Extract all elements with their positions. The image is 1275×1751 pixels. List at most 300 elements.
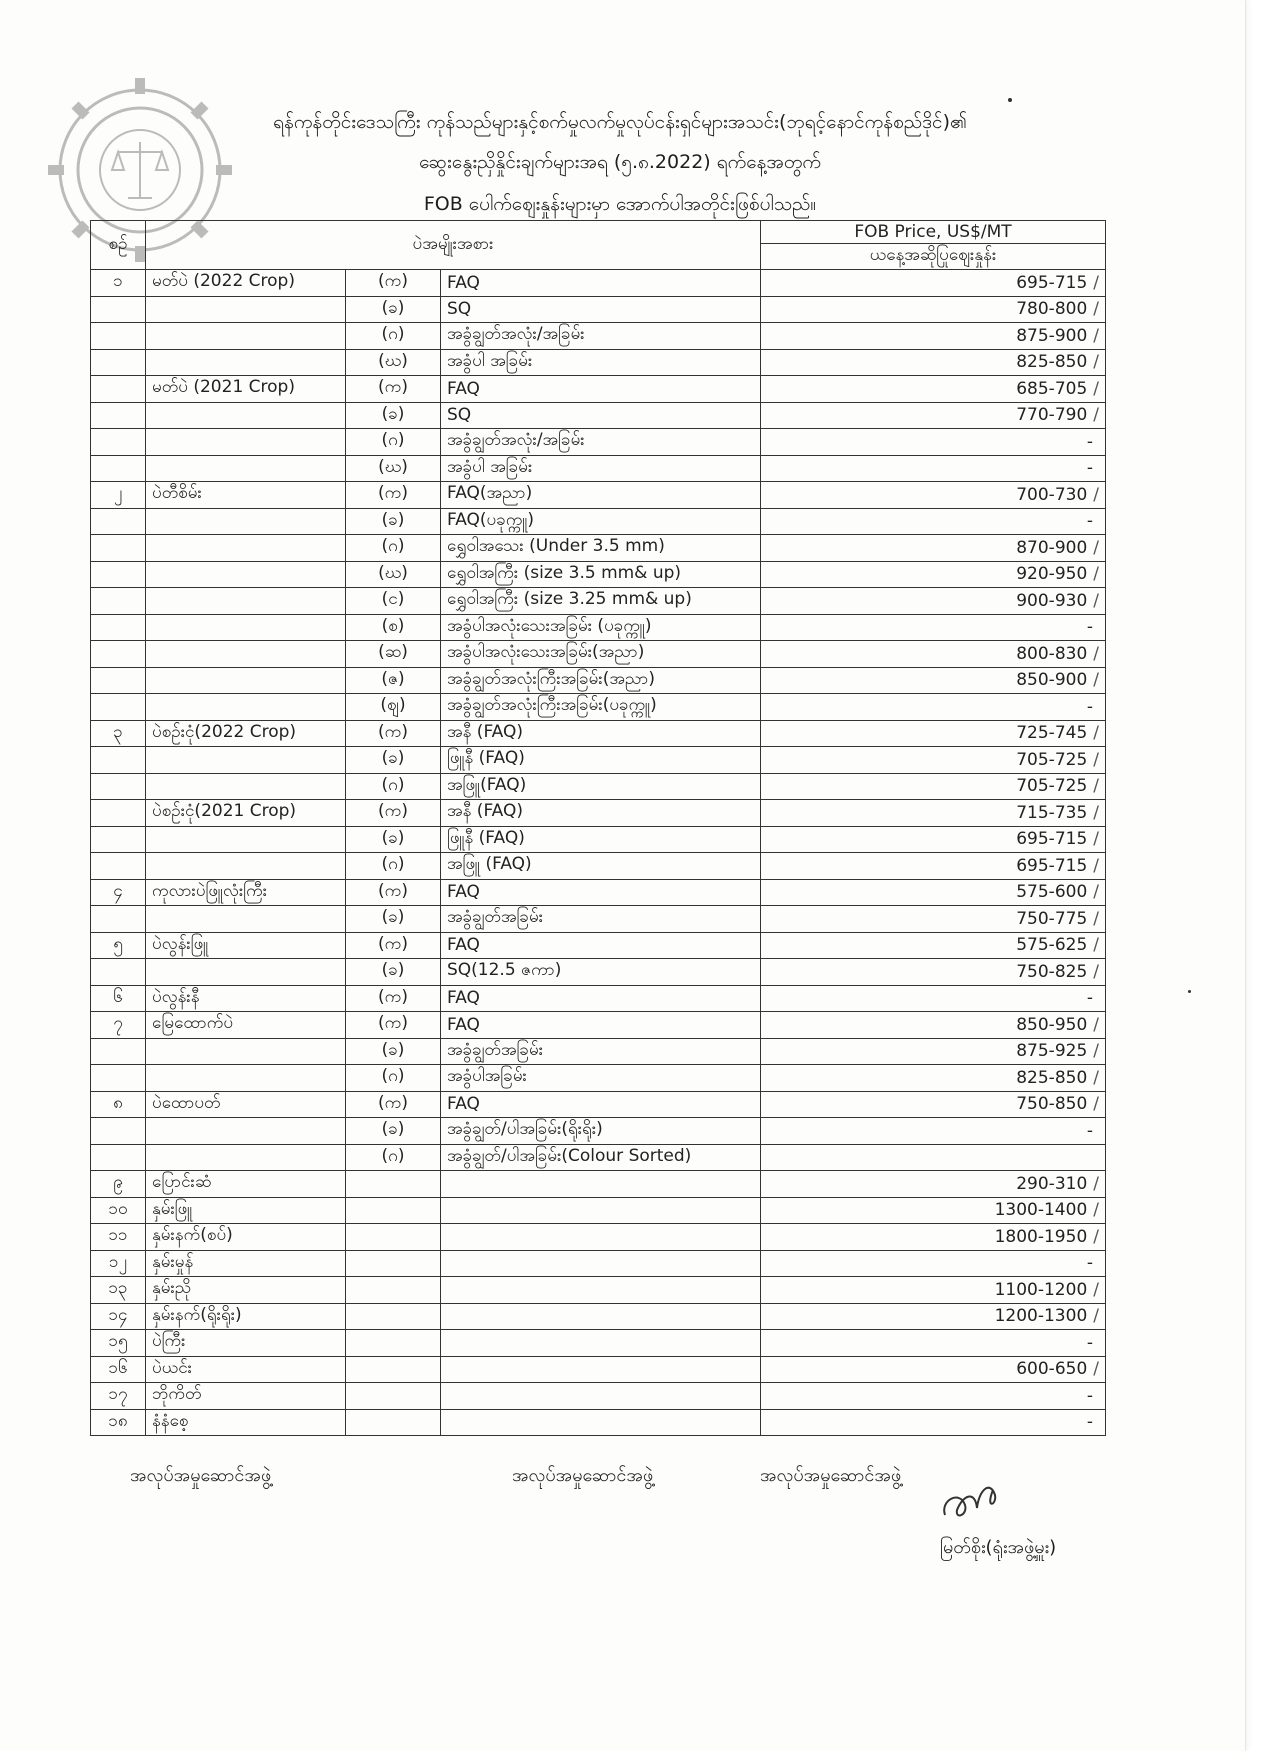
price-cell: [761, 985, 1106, 1012]
grade-name: FAQ(အညာ): [441, 482, 761, 509]
price-cell: [761, 1118, 1106, 1145]
grade-name: အနီ (FAQ): [441, 800, 761, 827]
check-mark-icon: /: [1093, 378, 1099, 399]
product-name: [146, 641, 346, 668]
header-line-2: ဆွေးနွေးညှိနှိုင်းချက်များအရ (၅.၈.2022) ရက်နေ့အတွက်: [419, 151, 821, 173]
signer-name: မြတ်စိုး(ရုံးအဖွဲ့မှူး): [940, 1537, 1057, 1558]
price-cell: [761, 455, 1106, 482]
check-mark-icon: /: [1093, 299, 1099, 320]
check-mark-icon: /: [1093, 882, 1099, 903]
row-number: ၁၄: [91, 1303, 146, 1330]
price-value: 695-715: [1016, 855, 1088, 876]
price-value: -: [1086, 1412, 1093, 1433]
grade-code: (ဂ): [346, 773, 441, 800]
signature-label-2: အလုပ်အမှုဆောင်အဖွဲ့: [512, 1465, 654, 1486]
row-number: ၁၂: [91, 1250, 146, 1277]
product-name: နှမ်းဖြူ: [146, 1197, 346, 1224]
price-cell: [761, 1303, 1106, 1330]
check-mark-icon: /: [1093, 564, 1099, 585]
price-cell: [761, 694, 1106, 721]
product-name: ပဲလွန်းဖြူ: [146, 932, 346, 959]
grade-code: (က): [346, 270, 441, 297]
row-number: [91, 376, 146, 403]
product-name: မြေထောက်ပဲ: [146, 1012, 346, 1039]
grade-name: ဖြူနီ (FAQ): [441, 747, 761, 774]
price-value: 900-930: [1016, 590, 1088, 611]
price-cell: [761, 1409, 1106, 1436]
table-row: [91, 508, 1106, 535]
grade-name: အခွံချွတ်/ပါအခြမ်း(Colour Sorted): [441, 1144, 761, 1171]
grade-name: FAQ: [441, 932, 761, 959]
price-value: 685-705: [1016, 378, 1088, 399]
grade-code: [346, 1303, 441, 1330]
row-number: ၁၃: [91, 1277, 146, 1304]
check-mark-icon: /: [1093, 537, 1099, 558]
check-mark-icon: /: [1093, 1173, 1099, 1194]
price-value: 850-950: [1016, 1014, 1088, 1035]
grade-code: (ခ): [346, 826, 441, 853]
grade-name: [441, 1171, 761, 1198]
row-number: [91, 296, 146, 323]
price-table: [90, 220, 1106, 1436]
grade-name: [441, 1356, 761, 1383]
grade-code: (ဇ): [346, 667, 441, 694]
price-cell: [761, 1383, 1106, 1410]
table-row: [91, 1091, 1106, 1118]
price-cell: [761, 1224, 1106, 1251]
check-mark-icon: /: [1093, 855, 1099, 876]
price-value: -: [1086, 1385, 1093, 1406]
price-value: 1200-1300: [994, 1306, 1088, 1327]
grade-name: SQ(12.5 ဇကာ): [441, 959, 761, 986]
grade-code: (ဂ): [346, 853, 441, 880]
table-row: [91, 932, 1106, 959]
row-number: ၁၇: [91, 1383, 146, 1410]
price-value: -: [1086, 511, 1093, 532]
table-row: [91, 402, 1106, 429]
price-value: 1300-1400: [994, 1200, 1088, 1221]
product-name: ပဲကြီး: [146, 1330, 346, 1357]
table-row: [91, 1144, 1106, 1171]
product-name: [146, 349, 346, 376]
price-cell: [761, 641, 1106, 668]
product-name: [146, 826, 346, 853]
price-cell: [761, 323, 1106, 350]
price-value: 750-775: [1016, 908, 1088, 929]
table-row: [91, 561, 1106, 588]
price-cell: [761, 1038, 1106, 1065]
check-mark-icon: /: [1093, 643, 1099, 664]
product-name: မတ်ပဲ (2022 Crop): [146, 270, 346, 297]
grade-name: အခွံချွတ်အလုံး/အခြမ်း: [441, 429, 761, 456]
price-cell: [761, 1091, 1106, 1118]
table-row: [91, 694, 1106, 721]
price-value: -: [1086, 617, 1093, 638]
grade-code: (စ): [346, 614, 441, 641]
grade-name: အခွံပါအလုံးသေးအခြမ်း (ပခုက္ကူ): [441, 614, 761, 641]
row-number: [91, 1065, 146, 1092]
price-cell: [761, 906, 1106, 933]
signature-label-1: အလုပ်အမှုဆောင်အဖွဲ့: [130, 1465, 272, 1486]
price-value: 705-725: [1016, 776, 1088, 797]
grade-name: အခွံချွတ်အလုံးကြီးအခြမ်း(ပခုက္ကူ): [441, 694, 761, 721]
price-cell: [761, 667, 1106, 694]
grade-name: ရွှေဝါအသေး (Under 3.5 mm): [441, 535, 761, 562]
col-header-price: FOB Price, US$/MT: [761, 221, 1106, 244]
check-mark-icon: /: [1093, 935, 1099, 956]
col-header-price-sub: ယနေ့အဆိုပြုဈေးနှုန်း: [761, 244, 1106, 270]
product-name: [146, 773, 346, 800]
check-mark-icon: /: [1093, 405, 1099, 426]
table-row: [91, 1383, 1106, 1410]
price-cell: [761, 1171, 1106, 1198]
grade-name: FAQ: [441, 376, 761, 403]
grade-name: ဖြူနီ (FAQ): [441, 826, 761, 853]
price-cell: [761, 429, 1106, 456]
grade-code: [346, 1330, 441, 1357]
grade-name: FAQ: [441, 985, 761, 1012]
price-value: 700-730: [1016, 484, 1088, 505]
grade-name: FAQ: [441, 1091, 761, 1118]
handwritten-signature-icon: [935, 1460, 1015, 1530]
product-name: [146, 667, 346, 694]
row-number: [91, 508, 146, 535]
row-number: ၁: [91, 270, 146, 297]
price-value: 920-950: [1016, 564, 1088, 585]
grade-code: [346, 1224, 441, 1251]
table-row: [91, 985, 1106, 1012]
price-value: 600-650: [1016, 1359, 1088, 1380]
row-number: [91, 853, 146, 880]
grade-code: (က): [346, 376, 441, 403]
product-name: နှမ်းညို: [146, 1277, 346, 1304]
check-mark-icon: /: [1093, 776, 1099, 797]
check-mark-icon: /: [1093, 325, 1099, 346]
row-number: [91, 1144, 146, 1171]
table-row: [91, 1250, 1106, 1277]
product-name: ပဲစဉ်းငုံ(2022 Crop): [146, 720, 346, 747]
grade-code: (ဃ): [346, 349, 441, 376]
grade-code: [346, 1250, 441, 1277]
product-name: ဘိုကိတ်: [146, 1383, 346, 1410]
product-name: ပဲလွန်းနီ: [146, 985, 346, 1012]
price-value: -: [1086, 458, 1093, 479]
price-cell: [761, 402, 1106, 429]
check-mark-icon: /: [1093, 670, 1099, 691]
table-row: [91, 773, 1106, 800]
row-number: [91, 747, 146, 774]
price-value: -: [1086, 696, 1093, 717]
table-row: [91, 1330, 1106, 1357]
price-cell: [761, 932, 1106, 959]
price-cell: [761, 1012, 1106, 1039]
grade-name: [441, 1409, 761, 1436]
price-value: -: [1086, 1332, 1093, 1353]
price-cell: [761, 561, 1106, 588]
price-cell: [761, 720, 1106, 747]
grade-code: (ဃ): [346, 561, 441, 588]
price-cell: [761, 376, 1106, 403]
table-row: [91, 1012, 1106, 1039]
header-line-1: ရန်ကုန်တိုင်းဒေသကြီး ကုန်သည်များနှင့်စက်မှုလက်မှုလုပ်ငန်းရှင်များအသင်း(ဘုရင့်နောင်ကုန်စည်ဒိုင်)၏: [273, 111, 967, 133]
row-number: [91, 1118, 146, 1145]
price-cell: [761, 535, 1106, 562]
row-number: [91, 402, 146, 429]
price-cell: [761, 1277, 1106, 1304]
speck: [1008, 98, 1012, 102]
check-mark-icon: /: [1093, 829, 1099, 850]
table-row: [91, 959, 1106, 986]
product-name: [146, 1118, 346, 1145]
grade-name: အနီ (FAQ): [441, 720, 761, 747]
row-number: [91, 588, 146, 615]
grade-name: အခွံချွတ်အလုံးကြီးအခြမ်း(အညာ): [441, 667, 761, 694]
table-row: [91, 614, 1106, 641]
table-row: [91, 906, 1106, 933]
row-number: [91, 773, 146, 800]
check-mark-icon: /: [1093, 1306, 1099, 1327]
check-mark-icon: /: [1093, 1200, 1099, 1221]
table-row: [91, 1171, 1106, 1198]
price-value: 875-925: [1016, 1041, 1088, 1062]
grade-code: (က): [346, 985, 441, 1012]
row-number: ၁၅: [91, 1330, 146, 1357]
check-mark-icon: /: [1093, 749, 1099, 770]
price-value: 705-725: [1016, 749, 1088, 770]
product-name: [146, 429, 346, 456]
grade-name: အဖြူ (FAQ): [441, 853, 761, 880]
table-row: [91, 349, 1106, 376]
price-cell: [761, 614, 1106, 641]
table-row: [91, 1409, 1106, 1436]
grade-code: (ဈ): [346, 694, 441, 721]
price-value: 750-825: [1016, 961, 1088, 982]
grade-code: (ဂ): [346, 1065, 441, 1092]
grade-name: [441, 1250, 761, 1277]
price-value: 715-735: [1016, 802, 1088, 823]
grade-name: [441, 1277, 761, 1304]
price-cell: [761, 853, 1106, 880]
check-mark-icon: /: [1093, 908, 1099, 929]
row-number: [91, 561, 146, 588]
table-row: [91, 429, 1106, 456]
check-mark-icon: /: [1093, 272, 1099, 293]
grade-code: (က): [346, 932, 441, 959]
row-number: ၁၆: [91, 1356, 146, 1383]
price-cell: [761, 879, 1106, 906]
grade-code: (က): [346, 482, 441, 509]
grade-name: SQ: [441, 296, 761, 323]
product-name: ကုလားပဲဖြူလုံးကြီး: [146, 879, 346, 906]
price-cell: [761, 508, 1106, 535]
price-cell: [761, 588, 1106, 615]
price-cell: [761, 1144, 1106, 1171]
product-name: [146, 1065, 346, 1092]
price-cell: [761, 1330, 1106, 1357]
product-name: ပဲယင်း: [146, 1356, 346, 1383]
table-row: [91, 1277, 1106, 1304]
row-number: [91, 800, 146, 827]
grade-code: [346, 1197, 441, 1224]
row-number: [91, 535, 146, 562]
grade-code: (ဂ): [346, 323, 441, 350]
product-name: နံနံစေ့: [146, 1409, 346, 1436]
product-name: နှမ်းမှုန်: [146, 1250, 346, 1277]
grade-code: (ဂ): [346, 535, 441, 562]
row-number: [91, 667, 146, 694]
grade-code: (ခ): [346, 959, 441, 986]
row-number: ၂: [91, 482, 146, 509]
check-mark-icon: /: [1093, 352, 1099, 373]
row-number: [91, 906, 146, 933]
row-number: ၈: [91, 1091, 146, 1118]
price-cell: [761, 773, 1106, 800]
table-row: [91, 1038, 1106, 1065]
check-mark-icon: /: [1093, 1094, 1099, 1115]
row-number: ၆: [91, 985, 146, 1012]
row-number: ၁၈: [91, 1409, 146, 1436]
grade-name: FAQ(ပခုက္ကူ): [441, 508, 761, 535]
table-row: [91, 296, 1106, 323]
product-name: [146, 853, 346, 880]
price-cell: [761, 1356, 1106, 1383]
price-cell: [761, 296, 1106, 323]
grade-name: FAQ: [441, 270, 761, 297]
price-cell: [761, 270, 1106, 297]
product-name: [146, 296, 346, 323]
product-name: [146, 747, 346, 774]
grade-code: (ဆ): [346, 641, 441, 668]
product-name: [146, 323, 346, 350]
table-row: [91, 641, 1106, 668]
price-value: -: [1086, 1120, 1093, 1141]
grade-code: (က): [346, 879, 441, 906]
price-value: 825-850: [1016, 352, 1088, 373]
product-name: ပြောင်းဆံ: [146, 1171, 346, 1198]
check-mark-icon: /: [1093, 1279, 1099, 1300]
price-value: 850-900: [1016, 670, 1088, 691]
grade-name: အဖြူ(FAQ): [441, 773, 761, 800]
grade-code: (ခ): [346, 508, 441, 535]
product-name: [146, 694, 346, 721]
grade-code: [346, 1356, 441, 1383]
table-row: [91, 720, 1106, 747]
check-mark-icon: /: [1093, 802, 1099, 823]
grade-name: အခွံပါ အခြမ်း: [441, 455, 761, 482]
row-number: ၉: [91, 1171, 146, 1198]
product-name: ပဲတီစိမ်း: [146, 482, 346, 509]
grade-code: [346, 1171, 441, 1198]
price-value: 1800-1950: [994, 1226, 1088, 1247]
product-name: မတ်ပဲ (2021 Crop): [146, 376, 346, 403]
signature-label-3: အလုပ်အမှုဆောင်အဖွဲ့: [760, 1465, 902, 1486]
table-row: [91, 747, 1106, 774]
row-number: ၇: [91, 1012, 146, 1039]
product-name: ပဲစဉ်းငုံ(2021 Crop): [146, 800, 346, 827]
table-row: [91, 270, 1106, 297]
row-number: ၄: [91, 879, 146, 906]
grade-name: ရွှေဝါအကြီး (size 3.5 mm& up): [441, 561, 761, 588]
row-number: [91, 694, 146, 721]
table-row: [91, 588, 1106, 615]
grade-name: အခွံချွတ်အခြမ်း: [441, 906, 761, 933]
grade-code: (ခ): [346, 1038, 441, 1065]
check-mark-icon: /: [1093, 1014, 1099, 1035]
price-value: 780-800: [1016, 299, 1088, 320]
check-mark-icon: /: [1093, 1041, 1099, 1062]
grade-name: အခွံပါ အခြမ်း: [441, 349, 761, 376]
row-number: [91, 1038, 146, 1065]
table-row: [91, 376, 1106, 403]
row-number: [91, 826, 146, 853]
check-mark-icon: /: [1093, 1226, 1099, 1247]
product-name: နှမ်းနက်(ရိုးရိုး): [146, 1303, 346, 1330]
col-header-no: စဉ်: [91, 221, 146, 270]
row-number: ၃: [91, 720, 146, 747]
price-value: 750-850: [1016, 1094, 1088, 1115]
price-value: 1100-1200: [994, 1279, 1088, 1300]
check-mark-icon: /: [1093, 1359, 1099, 1380]
table-row: [91, 853, 1106, 880]
grade-name: FAQ: [441, 1012, 761, 1039]
grade-code: [346, 1409, 441, 1436]
grade-code: (ခ): [346, 747, 441, 774]
grade-code: (င): [346, 588, 441, 615]
price-value: 725-745: [1016, 723, 1088, 744]
grade-code: (ဂ): [346, 429, 441, 456]
product-name: [146, 1038, 346, 1065]
row-number: [91, 614, 146, 641]
product-name: [146, 561, 346, 588]
row-number: ၁၁: [91, 1224, 146, 1251]
product-name: [146, 959, 346, 986]
grade-name: [441, 1383, 761, 1410]
price-cell: [761, 1250, 1106, 1277]
grade-code: [346, 1277, 441, 1304]
price-value: 290-310: [1016, 1173, 1088, 1194]
price-value: -: [1086, 988, 1093, 1009]
grade-name: ရွှေဝါအကြီး (size 3.25 mm& up): [441, 588, 761, 615]
table-row: [91, 1303, 1106, 1330]
product-name: [146, 508, 346, 535]
product-name: ပဲထောပတ်: [146, 1091, 346, 1118]
table-row: [91, 1224, 1106, 1251]
product-name: [146, 614, 346, 641]
price-cell: [761, 800, 1106, 827]
check-mark-icon: /: [1093, 1067, 1099, 1088]
row-number: [91, 959, 146, 986]
price-value: 695-715: [1016, 829, 1088, 850]
price-cell: [761, 1065, 1106, 1092]
grade-code: (ခ): [346, 1118, 441, 1145]
price-value: -: [1086, 1253, 1093, 1274]
grade-code: (ဂ): [346, 1144, 441, 1171]
price-value: 875-900: [1016, 325, 1088, 346]
grade-name: အခွံချွတ်/ပါအခြမ်း(ရိုးရိုး): [441, 1118, 761, 1145]
price-cell: [761, 959, 1106, 986]
col-header-type: ပဲအမျိုးအစား: [146, 221, 761, 270]
grade-name: FAQ: [441, 879, 761, 906]
price-value: 800-830: [1016, 643, 1088, 664]
grade-name: [441, 1303, 761, 1330]
product-name: [146, 906, 346, 933]
grade-name: အခွံပါအလုံးသေးအခြမ်း(အညာ): [441, 641, 761, 668]
grade-code: [346, 1383, 441, 1410]
grade-name: [441, 1224, 761, 1251]
grade-name: အခွံပါအခြမ်း: [441, 1065, 761, 1092]
grade-code: (ဃ): [346, 455, 441, 482]
table-row: [91, 1065, 1106, 1092]
